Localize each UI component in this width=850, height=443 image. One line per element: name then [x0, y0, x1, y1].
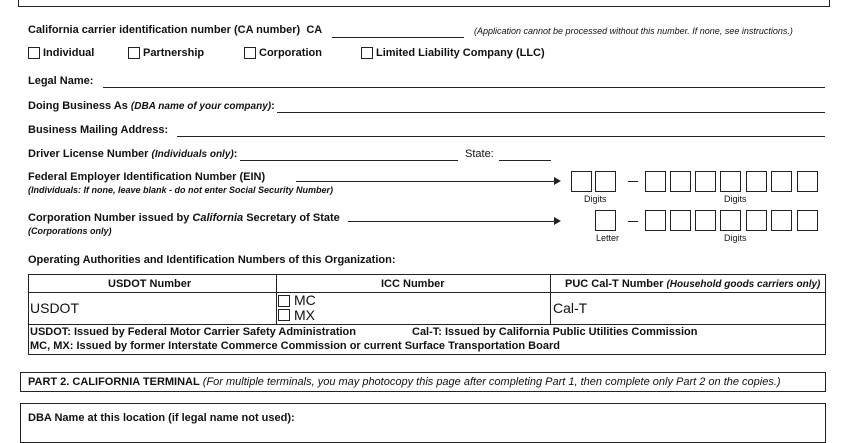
dba-label: Doing Business As (DBA name of your company):: [28, 100, 275, 112]
ein-hint: (Individuals: If none, leave blank - do not enter Social Security Number): [28, 185, 334, 195]
ein-digit-box[interactable]: [645, 171, 666, 192]
col-puc-hint: (Household goods carriers only): [666, 279, 821, 290]
corp-separator: [628, 221, 638, 222]
calt-note: Cal-T: Issued by California Public Utilities Commission: [412, 326, 698, 338]
ein-separator: [628, 181, 638, 182]
mailing-address-field[interactable]: [177, 136, 825, 137]
table-header-divider: [28, 292, 826, 293]
table-col-divider: [550, 274, 551, 324]
col-usdot-header: USDOT Number: [108, 278, 192, 290]
mc-label: MC: [294, 292, 316, 308]
mx-label: MX: [294, 307, 315, 323]
corp-number-hint: (Corporations only): [28, 226, 112, 236]
corp-digit-box[interactable]: [746, 210, 767, 231]
mc-mx-note: MC, MX: Issued by former Interstate Commerce Commission or current Surface Transportation Board: [30, 340, 560, 352]
individual-checkbox[interactable]: [28, 47, 40, 59]
ein-digit-box[interactable]: [670, 171, 691, 192]
driver-license-field[interactable]: [240, 160, 458, 161]
ca-number-label: California carrier identification number (CA number) CA: [28, 24, 323, 36]
driver-license-hint: (Individuals only): [151, 149, 234, 160]
corp-number-title: Corporation Number issued by California Secretary of State: [28, 212, 340, 224]
col-icc-header: ICC Number: [381, 278, 445, 290]
llc-checkbox[interactable]: [361, 47, 373, 59]
ein-digit-box[interactable]: [746, 171, 767, 192]
calt-value[interactable]: Cal-T: [553, 300, 588, 316]
mailing-address-label: Business Mailing Address:: [28, 124, 169, 136]
corp-left-caption: Letter: [596, 233, 620, 243]
dba-field[interactable]: [277, 112, 825, 113]
ein-digit-box[interactable]: [595, 171, 616, 192]
mc-checkbox[interactable]: [278, 295, 290, 307]
llc-label: Limited Liability Company (LLC): [376, 47, 545, 59]
usdot-note: USDOT: Issued by Federal Motor Carrier Safety Administration: [30, 326, 356, 338]
legal-name-label: Legal Name:: [28, 75, 94, 87]
operating-heading: Operating Authorities and Identification Numbers of this Organization:: [28, 254, 396, 266]
corp-letter-box[interactable]: [595, 210, 616, 231]
corp-digit-box[interactable]: [695, 210, 716, 231]
ein-title: Federal Employer Identification Number (EIN): [28, 171, 266, 183]
table-body-divider: [28, 324, 826, 325]
ein-digit-box[interactable]: [720, 171, 741, 192]
ein-digit-box[interactable]: [571, 171, 592, 192]
corp-digit-box[interactable]: [720, 210, 741, 231]
dba-hint: (DBA name of your company): [130, 101, 272, 112]
mx-checkbox[interactable]: [278, 309, 290, 321]
ein-digit-box[interactable]: [797, 171, 818, 192]
table-col-divider: [276, 274, 277, 324]
state-field[interactable]: [499, 160, 551, 161]
corp-digit-box[interactable]: [797, 210, 818, 231]
ca-number-field[interactable]: [332, 37, 464, 38]
individual-label: Individual: [43, 47, 95, 59]
legal-name-field[interactable]: [103, 87, 825, 88]
top-frame: [18, 0, 830, 7]
ein-arrow-icon: [554, 177, 561, 185]
partnership-checkbox[interactable]: [128, 47, 140, 59]
usdot-value[interactable]: USDOT: [30, 300, 79, 316]
state-label: State:: [465, 148, 494, 160]
ein-digit-box[interactable]: [695, 171, 716, 192]
ein-left-caption: Digits: [584, 194, 607, 204]
part2-hint: (For multiple terminals, you may photocopy this page after completing Part 1, then complete only Part 2 on the copies.): [202, 376, 781, 388]
corp-digit-box[interactable]: [670, 210, 691, 231]
col-puc-header: PUC Cal-T Number (Household goods carriers only): [565, 278, 821, 290]
corp-right-caption: Digits: [724, 233, 747, 243]
corp-digit-box[interactable]: [771, 210, 792, 231]
part2-title: PART 2. CALIFORNIA TERMINAL (For multiple terminals, you may photocopy this page after completing Part 1, then complete only Part 2 on the copies.): [28, 376, 781, 388]
corp-arrow-icon: [554, 217, 561, 225]
dba-location-label: DBA Name at this location (if legal name not used):: [28, 412, 295, 424]
ein-arrow-line: [296, 181, 554, 182]
ca-prefix: CA: [306, 24, 323, 36]
corp-arrow-line: [348, 221, 554, 222]
corp-digit-box[interactable]: [645, 210, 666, 231]
partnership-label: Partnership: [143, 47, 205, 59]
ca-note: (Application cannot be processed without this number. If none, see instructions.): [474, 26, 793, 36]
ein-right-caption: Digits: [724, 194, 747, 204]
corporation-checkbox[interactable]: [244, 47, 256, 59]
driver-license-label: Driver License Number (Individuals only):: [28, 148, 238, 160]
corporation-label: Corporation: [259, 47, 322, 59]
ein-digit-box[interactable]: [771, 171, 792, 192]
